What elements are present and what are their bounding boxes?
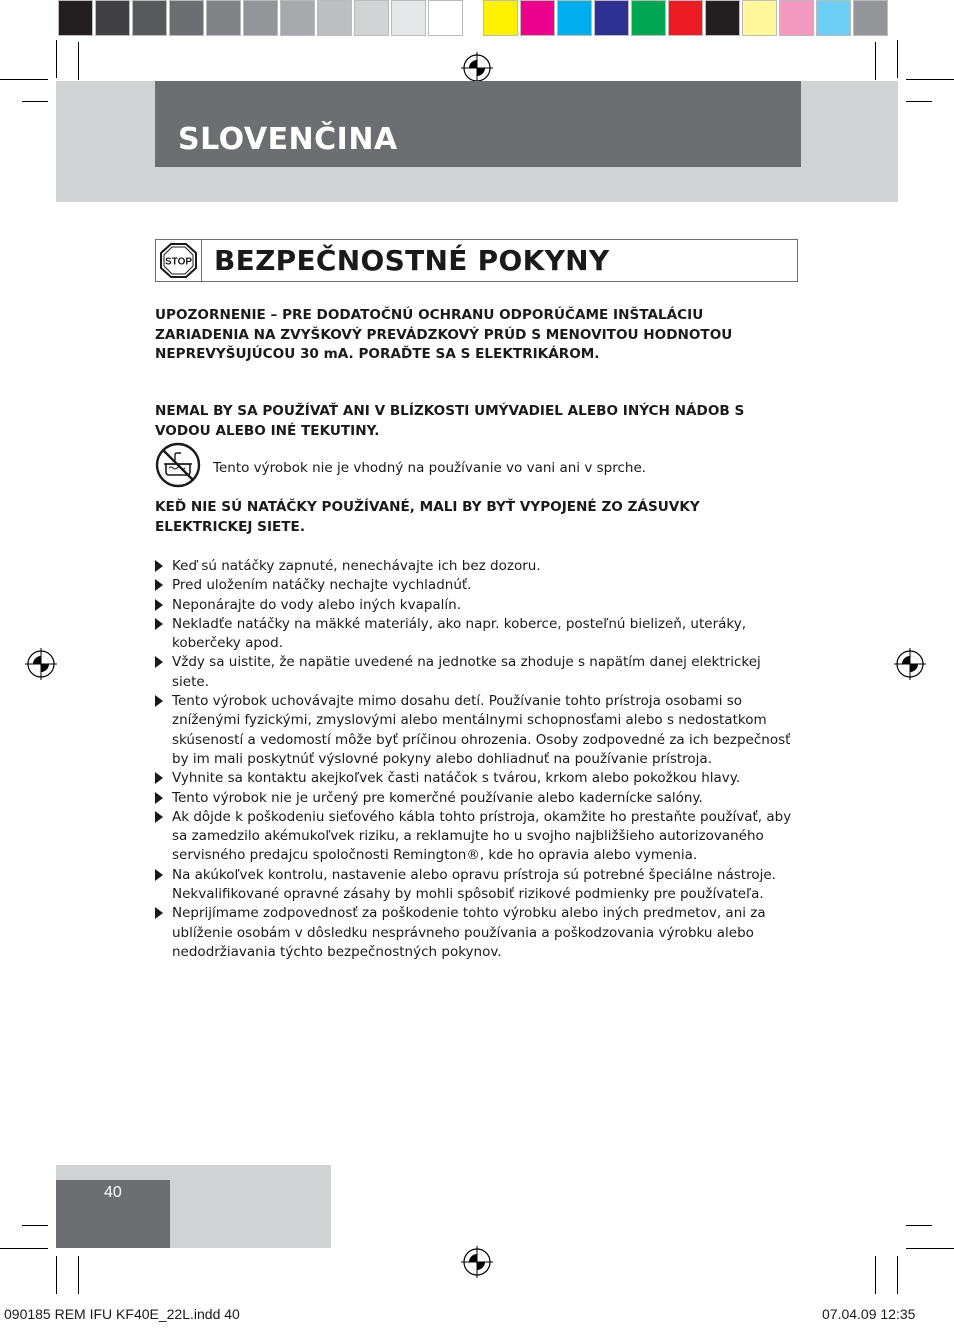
color-swatch <box>428 0 463 36</box>
color-swatch <box>779 0 814 36</box>
crop-mark <box>0 1248 48 1249</box>
safety-bullet-item <box>155 866 795 905</box>
safety-bullet-text: Vždy sa uistite, že napätie uvedené na jednotke sa zhoduje s napätím danej elektrickej siete. <box>172 654 761 690</box>
crop-mark <box>56 1256 57 1294</box>
safety-bullet-item <box>155 789 795 808</box>
crop-mark <box>906 79 954 80</box>
bullet-triangle-icon <box>155 811 163 823</box>
bullet-triangle-icon <box>155 772 163 784</box>
color-swatch <box>243 0 278 36</box>
bullet-triangle-icon <box>155 695 163 707</box>
safety-bullet-text: Nekladťe natáčky na mäkké materiály, ako napr. koberce, posteľnú bielizeň, uteráky, koberčeky apod. <box>172 615 747 652</box>
safety-bullet-item <box>155 904 795 962</box>
safety-bullet-text: Tento výrobok uchovávajte mimo dosahu detí. Používanie tohto prístroja osobami so zníženými fyzickými, zmyslovými alebo mentálnymi schopnosťami alebo s nedostatkom skúseností a vedomostí môže byť príčinou ohrozenia. Osoby zodpovedné za ich bezpečnosť by im mali poskytnúť výslovné pokyny alebo dohliadnuť na používanie prístroja. <box>172 693 791 767</box>
safety-bullet-item <box>155 769 795 788</box>
color-swatch <box>668 0 703 36</box>
crop-mark <box>906 1225 932 1226</box>
registration-mark-icon <box>894 648 926 680</box>
safety-bullet-text: Neprijímame zodpovednosť za poškodenie tohto výrobku alebo iných predmetov, ani za ublíženie osobám v dôsledku nesprávneho používania a poškodzovania výrobku alebo nedodržiavania týchto bezpečnostných pokynov. <box>172 905 766 960</box>
crop-mark <box>897 1256 898 1294</box>
safety-bullet-item <box>155 596 795 615</box>
color-swatch <box>853 0 888 36</box>
file-slug: 090185 REM IFU KF40E_22L.indd 40 <box>4 1306 240 1322</box>
safety-bullet-text: Pred uložením natáčky nechajte vychladnúť. <box>172 577 472 594</box>
color-swatch <box>557 0 592 36</box>
page-number: 40 <box>104 1184 122 1201</box>
safety-bullet-item <box>155 653 795 692</box>
date-slug: 07.04.09 12:35 <box>822 1306 916 1322</box>
safety-bullet-item <box>155 808 795 866</box>
stop-cell <box>156 240 202 281</box>
crop-mark <box>0 79 48 80</box>
crop-mark <box>56 40 57 78</box>
stop-icon-label: STOP <box>164 256 193 268</box>
stop-icon <box>156 240 201 281</box>
crop-mark <box>897 40 898 78</box>
color-swatch <box>816 0 851 36</box>
color-swatch <box>95 0 130 36</box>
crop-mark <box>906 1248 954 1249</box>
color-swatch <box>58 0 93 36</box>
bullet-triangle-icon <box>155 656 163 668</box>
bullet-triangle-icon <box>155 579 163 591</box>
language-title: SLOVENČINA <box>178 122 398 157</box>
bullet-triangle-icon <box>155 599 163 611</box>
safety-bullet-item <box>155 576 795 595</box>
crop-mark <box>875 42 876 80</box>
registration-mark-icon <box>25 648 57 680</box>
crop-mark <box>22 101 48 102</box>
warning-water: NEMAL BY SA POUŽÍVAŤ ANI V BLÍZKOSTI UMÝVADIEL ALEBO INÝCH NÁDOB S VODOU ALEBO INÉ TEKUTINY. <box>155 403 745 439</box>
safety-bullet-item <box>155 692 795 769</box>
no-bath-icon <box>155 442 201 488</box>
bullet-triangle-icon <box>155 618 163 630</box>
bullet-triangle-icon <box>155 560 163 572</box>
crop-mark <box>78 1256 79 1294</box>
safety-bullet-text: Na akúkoľvek kontrolu, nastavenie alebo opravu prístroja sú potrebné špeciálne nástroje. Nekvalifikované opravné zásahy by mohli spôsobiť rizikové podmienky pre používateľa. <box>172 866 776 903</box>
color-swatch <box>594 0 629 36</box>
color-swatch <box>354 0 389 36</box>
crop-mark <box>875 1256 876 1294</box>
crop-mark <box>22 1225 48 1226</box>
safety-bullet-text: Tento výrobok nie je určený pre komerčné používanie alebo kadernícke salóny. <box>172 789 703 806</box>
safety-bullet-text: Vyhnite sa kontaktu akejkoľvek časti natáčok s tvárou, krkom alebo pokožkou hlavy. <box>172 770 741 787</box>
safety-bullet-item <box>155 557 795 576</box>
color-swatch <box>742 0 777 36</box>
registration-mark-icon <box>461 1246 493 1278</box>
color-swatch <box>483 0 518 36</box>
safety-bullet-item <box>155 615 795 654</box>
color-swatch <box>317 0 352 36</box>
warning-unplug: KEĎ NIE SÚ NATÁČKY POUŽÍVANÉ, MALI BY BYŤ VYPOJENÉ ZO ZÁSUVKY ELEKTRICKEJ SIETE. <box>155 499 700 535</box>
crop-mark <box>906 101 932 102</box>
grayscale-color-bar <box>58 0 463 38</box>
color-swatch <box>631 0 666 36</box>
safety-bullet-list <box>155 557 795 962</box>
bullet-triangle-icon <box>155 869 163 881</box>
color-swatch <box>169 0 204 36</box>
color-swatch <box>520 0 555 36</box>
bullet-triangle-icon <box>155 907 163 919</box>
registration-mark-icon <box>461 52 493 84</box>
color-swatch <box>391 0 426 36</box>
no-bath-text: Tento výrobok nie je vhodný na používanie vo vani ani v sprche. <box>213 460 647 476</box>
warning-rcd: UPOZORNENIE – PRE DODATOČNÚ OCHRANU ODPORÚČAME INŠTALÁCIU ZARIADENIA NA ZVYŠKOVÝ PREVÁDZKOVÝ PRÚD S MENOVITOU HODNOTOU NEPREVYŠUJÚCOU 30 mA. PORAĎTE SA S ELEKTRIKÁROM. <box>155 307 733 362</box>
section-title: BEZPEČNOSTNÉ POKYNY <box>214 244 610 277</box>
safety-bullet-text: Neponárajte do vody alebo iných kvapalín. <box>172 596 462 613</box>
color-swatch <box>132 0 167 36</box>
crop-mark <box>78 42 79 80</box>
color-swatch <box>206 0 241 36</box>
color-swatch <box>280 0 315 36</box>
process-color-bar <box>483 0 888 38</box>
safety-bullet-text: Keď sú natáčky zapnuté, nenechávajte ich bez dozoru. <box>172 558 541 574</box>
color-swatch <box>705 0 740 36</box>
bullet-triangle-icon <box>155 792 163 804</box>
safety-bullet-text: Ak dôjde k poškodeniu sieťového kábla tohto prístroja, okamžite ho prestaňte používať, aby sa zamedzilo akémukoľvek riziku, a reklamujte ho u svojho najbližšieho autorizovaného servisného predajcu spoločnosti Remington®, kde ho opravia alebo vymenia. <box>172 808 792 864</box>
